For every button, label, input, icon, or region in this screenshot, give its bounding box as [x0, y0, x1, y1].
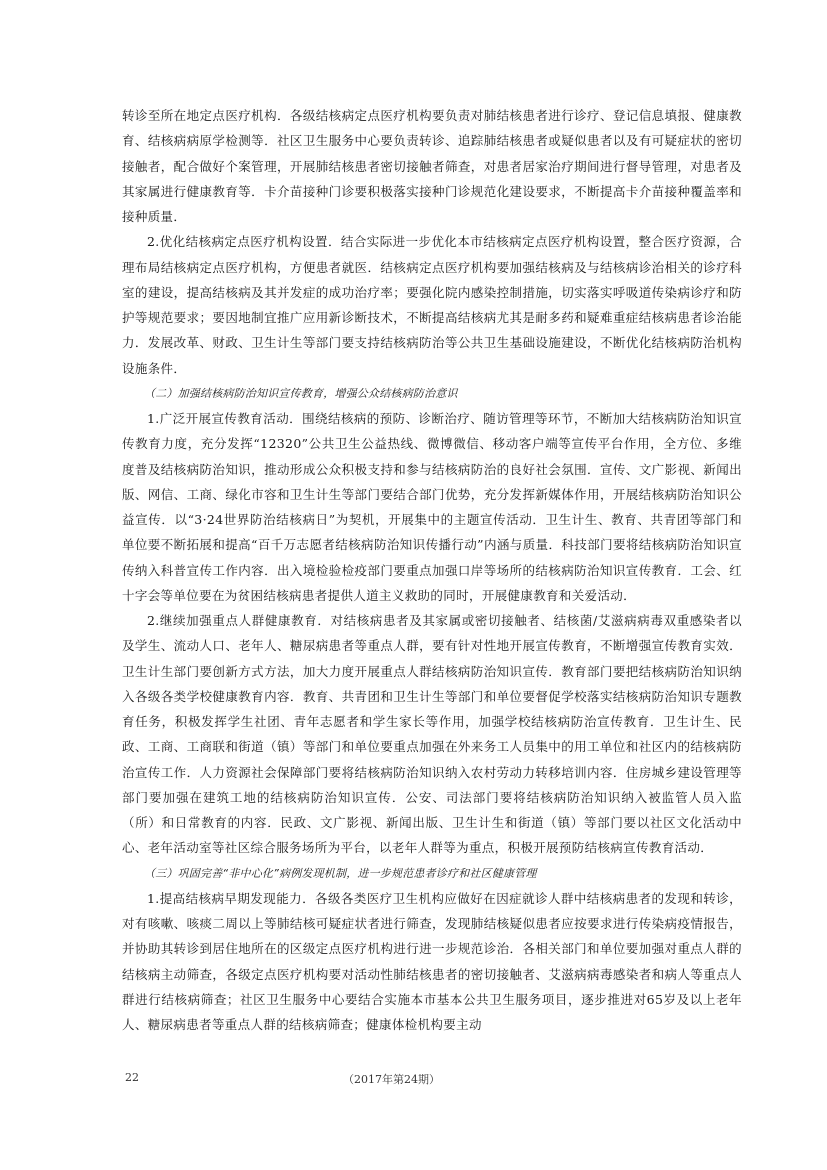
document-body: [122, 103, 742, 1037]
section-heading-2: （二）加强结核病防治知识宣传教育，增强公众结核病防治意识: [144, 386, 458, 400]
section-heading-3: （三）巩固完善“非中心化”病例发现机制，进一步规范患者诊疗和社区健康管理: [144, 866, 537, 880]
paragraph-publicity-activities: 1.广泛开展宣传教育活动．围绕结核病的预防、诊断治疗、随访管理等环节，不断加大结核病防治知识宣传教育力度，充分发挥“12320”公共卫生公益热线、微博微信、移动客户端等宣传平台作用，全方位、多维度普及结核病防治知识，推动形成公众积极支持和参与结核病防治的良好社会氛围．宣传、文广影视、新闻出版、网信、工商、绿化市容和卫生计生等部门要结合部门优势，充分发挥新媒体作用，开展结核病防治知识公益宣传．以“3·24世界防治结核病日”为契机，开展集中的主题宣传活动．卫生计生、教育、共青团等部门和单位要不断拓展和提高“百千万志愿者结核病防治知识传播行动”内涵与质量．科技部门要将结核病防治知识宣传纳入科普宣传工作内容．出入境检验检疫部门要重点加强口岸等场所的结核病防治知识宣传教育．工会、红十字会等单位要在为贫困结核病患者提供人道主义救助的同时，开展健康教育和关爱活动．: [122, 411, 742, 603]
paragraph-referral: 转诊至所在地定点医疗机构．各级结核病定点医疗机构要负责对肺结核患者进行诊疗、登记信息填报、健康教育、结核病病原学检测等．社区卫生服务中心要负责转诊、追踪肺结核患者或疑似患者以及有可疑症状的密切接触者，配合做好个案管理，开展肺结核患者密切接触者筛查，对患者居家治疗期间进行督导管理，对患者及其家属进行健康教育等．卡介苗接种门诊要积极落实接种门诊规范化建设要求，不断提高卡介苗接种覆盖率和接种质量．: [122, 108, 742, 224]
page-number: 22: [125, 1071, 139, 1084]
paragraph-optimize-designated-hospitals: 2.优化结核病定点医疗机构设置．结合实际进一步优化本市结核病定点医疗机构设置，整合医疗资源，合理布局结核病定点医疗机构，方便患者就医．结核病定点医疗机构要加强结核病及与结核病诊治相关的诊疗科室的建设，提高结核病及其并发症的成功治疗率；要强化院内感染控制措施，切实落实呼吸道传染病诊疗和防护等规范要求；要因地制宜推广应用新诊断技术，不断提高结核病尤其是耐多药和疑难重症结核病患者诊治能力．发展改革、财政、卫生计生等部门要支持结核病防治等公共卫生基础设施建设，不断优化结核病防治机构设施条件．: [122, 234, 742, 376]
paragraph-early-detection: 1.提高结核病早期发现能力．各级各类医疗卫生机构应做好在因症就诊人群中结核病患者的发现和转诊，对有咳嗽、咳痰二周以上等肺结核可疑症状者进行筛查，发现肺结核疑似患者应按要求进行传染病疫情报告，并协助其转诊到居住地所在的区级定点医疗机构进行进一步规范诊治．各相关部门和单位要加强对重点人群的结核病主动筛查，各级定点医疗机构要对活动性肺结核患者的密切接触者、艾滋病病毒感染者和病人等重点人群进行结核病筛查；社区卫生服务中心要结合实施本市基本公共卫生服务项目，逐步推进对65岁及以上老年人、糖尿病患者等重点人群的结核病筛查；健康体检机构要主动: [122, 890, 742, 1032]
paragraph-key-populations-education: 2.继续加强重点人群健康教育．对结核病患者及其家属或密切接触者、结核菌/艾滋病病毒双重感染者以及学生、流动人口、老年人、糖尿病患者等重点人群，要有针对性地开展宣传教育，不断增强宣传教育实效．卫生计生部门要创新方式方法，加大力度开展重点人群结核病防治知识宣传．教育部门要把结核病防治知识纳入各级各类学校健康教育内容．教育、共青团和卫生计生等部门和单位要督促学校落实结核病防治知识专题教育任务，积极发挥学生社团、青年志愿者和学生家长等作用，加强学校结核病防治宣传教育．卫生计生、民政、工商、工商联和街道（镇）等部门和单位要重点加强在外来务工人员集中的用工单位和社区内的结核病防治宣传工作．人力资源社会保障部门要将结核病防治知识纳入农村劳动力转移培训内容．住房城乡建设管理等部门要加强在建筑工地的结核病防治知识宣传．公安、司法部门要将结核病防治知识纳入被监管人员入监（所）和日常教育的内容．民政、文广影视、新闻出版、卫生计生和街道（镇）等部门要以社区文化活动中心、老年活动室等社区综合服务场所为平台，以老年人群等为重点，积极开展预防结核病宣传教育活动．: [122, 613, 742, 856]
issue-label: （2017年第24期）: [343, 1073, 440, 1086]
